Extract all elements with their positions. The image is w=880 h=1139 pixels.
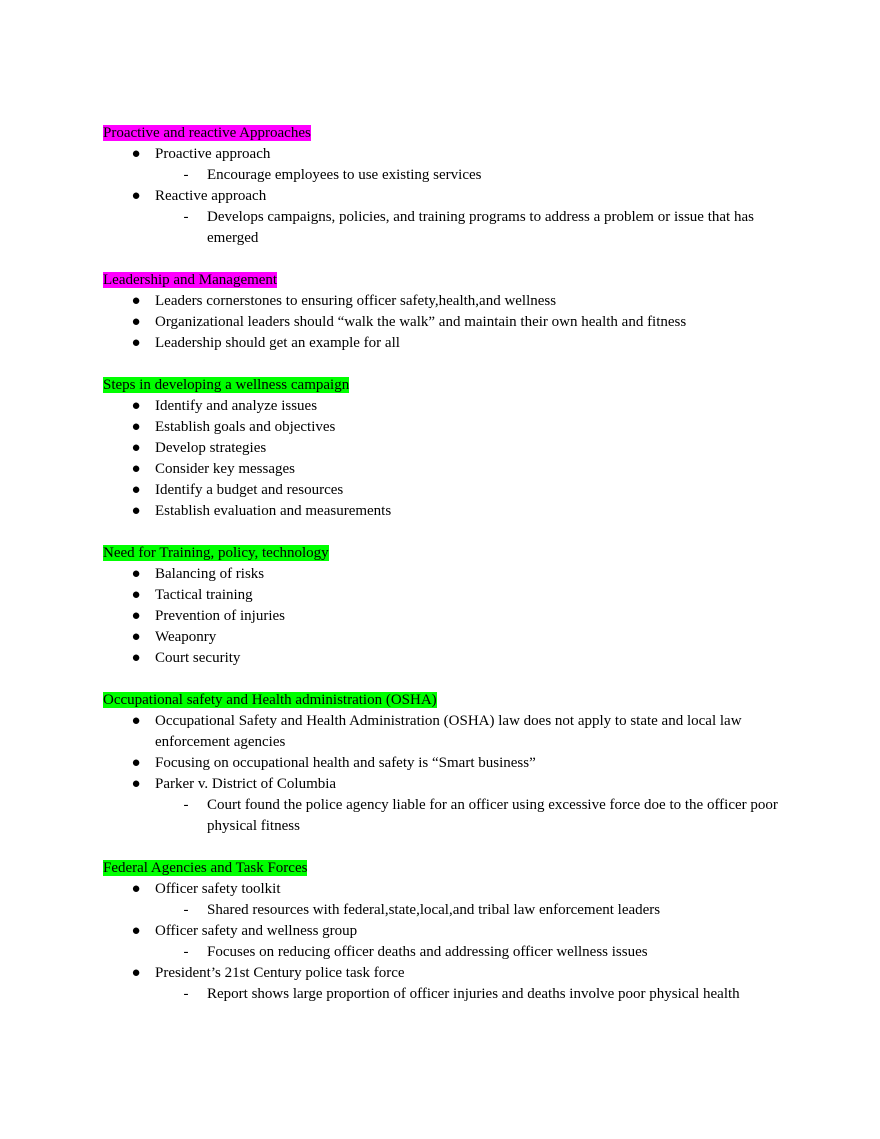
list-item-text: Identify a budget and resources: [155, 482, 344, 498]
sub-list: [155, 207, 793, 249]
list-item-text: Develop strategies: [155, 440, 267, 456]
sub-list-item-text: Encourage employees to use existing services: [207, 167, 482, 183]
sub-list: [155, 165, 793, 186]
section-heading: Steps in developing a wellness campaign: [103, 377, 350, 393]
list-item-text: Identify and analyze issues: [155, 398, 318, 414]
list-item: [131, 606, 793, 627]
dash-icon: -: [183, 797, 189, 813]
bullet-icon: ●: [131, 146, 141, 162]
sub-list-item: [183, 165, 793, 186]
bullet-icon: ●: [131, 587, 141, 603]
bullet-list: [103, 564, 793, 669]
list-item: [131, 627, 793, 648]
list-item: [131, 312, 793, 333]
sub-list-item-text: Court found the police agency liable for an officer using excessive force doe to the officer poor physical fitness: [207, 797, 778, 834]
list-item-text: Establish evaluation and measurements: [155, 503, 392, 519]
sub-list: [155, 795, 793, 837]
bullet-icon: ●: [131, 482, 141, 498]
bullet-icon: ●: [131, 713, 141, 729]
list-item: [131, 711, 793, 753]
list-item: [131, 963, 793, 1005]
dash-icon: -: [183, 944, 189, 960]
bullet-icon: ●: [131, 461, 141, 477]
bullet-icon: ●: [131, 608, 141, 624]
document-page: [103, 123, 793, 1026]
list-item: [131, 564, 793, 585]
list-item: [131, 585, 793, 606]
list-item: [131, 459, 793, 480]
list-item-text: Tactical training: [155, 587, 253, 603]
list-item: [131, 186, 793, 249]
bullet-icon: ●: [131, 923, 141, 939]
bullet-icon: ●: [131, 503, 141, 519]
bullet-icon: ●: [131, 566, 141, 582]
bullet-icon: ●: [131, 419, 141, 435]
bullet-list: [103, 879, 793, 1005]
bullet-icon: ●: [131, 440, 141, 456]
sub-list-item: [183, 900, 793, 921]
bullet-list: [103, 396, 793, 522]
list-item: [131, 501, 793, 522]
list-item: [131, 753, 793, 774]
bullet-icon: ●: [131, 755, 141, 771]
list-item-text: Reactive approach: [155, 188, 267, 204]
section-heading: Need for Training, policy, technology: [103, 545, 329, 561]
sub-list-item-text: Develops campaigns, policies, and training programs to address a problem or issue that has emerged: [207, 209, 754, 246]
bullet-list: [103, 711, 793, 837]
list-item-text: President’s 21st Century police task force: [155, 965, 405, 981]
bullet-icon: ●: [131, 776, 141, 792]
list-item-text: Occupational Safety and Health Administration (OSHA) law does not apply to state and local law enforcement agencies: [155, 713, 742, 750]
section-heading: Proactive and reactive Approaches: [103, 125, 311, 141]
bullet-icon: ●: [131, 314, 141, 330]
list-item-text: Focusing on occupational health and safety is “Smart business”: [155, 755, 536, 771]
bullet-list: [103, 291, 793, 354]
section-federal-agencies: [103, 858, 793, 1005]
bullet-icon: ●: [131, 293, 141, 309]
sub-list-item: [183, 207, 793, 249]
list-item-text: Proactive approach: [155, 146, 271, 162]
list-item: [131, 879, 793, 921]
sub-list-item-text: Shared resources with federal,state,local,and tribal law enforcement leaders: [207, 902, 661, 918]
list-item-text: Leaders cornerstones to ensuring officer safety,health,and wellness: [155, 293, 557, 309]
section-heading: Occupational safety and Health administration (OSHA): [103, 692, 437, 708]
list-item-text: Consider key messages: [155, 461, 295, 477]
bullet-icon: ●: [131, 650, 141, 666]
dash-icon: -: [183, 209, 189, 225]
bullet-icon: ●: [131, 188, 141, 204]
dash-icon: -: [183, 167, 189, 183]
list-item: [131, 291, 793, 312]
section-heading: Federal Agencies and Task Forces: [103, 860, 308, 876]
list-item-text: Leadership should get an example for all: [155, 335, 400, 351]
list-item-text: Parker v. District of Columbia: [155, 776, 337, 792]
list-item-text: Weaponry: [155, 629, 217, 645]
section-proactive-reactive: [103, 123, 793, 249]
list-item-text: Organizational leaders should “walk the walk” and maintain their own health and fitness: [155, 314, 687, 330]
sub-list: [155, 900, 793, 921]
list-item: [131, 774, 793, 837]
list-item: [131, 417, 793, 438]
section-heading: Leadership and Management: [103, 272, 278, 288]
list-item: [131, 438, 793, 459]
bullet-list: [103, 144, 793, 249]
list-item: [131, 144, 793, 186]
sub-list-item: [183, 942, 793, 963]
list-item: [131, 396, 793, 417]
bullet-icon: ●: [131, 629, 141, 645]
list-item-text: Establish goals and objectives: [155, 419, 336, 435]
section-training-policy: [103, 543, 793, 669]
list-item-text: Balancing of risks: [155, 566, 265, 582]
list-item: [131, 921, 793, 963]
sub-list-item-text: Report shows large proportion of officer injuries and deaths involve poor physical health: [207, 986, 740, 1002]
section-leadership: [103, 270, 793, 354]
list-item-text: Officer safety toolkit: [155, 881, 281, 897]
bullet-icon: ●: [131, 965, 141, 981]
sub-list-item-text: Focuses on reducing officer deaths and addressing officer wellness issues: [207, 944, 648, 960]
section-wellness-campaign: [103, 375, 793, 522]
sub-list: [155, 942, 793, 963]
dash-icon: -: [183, 986, 189, 1002]
sub-list-item: [183, 795, 793, 837]
list-item: [131, 480, 793, 501]
bullet-icon: ●: [131, 398, 141, 414]
dash-icon: -: [183, 902, 189, 918]
list-item-text: Officer safety and wellness group: [155, 923, 358, 939]
list-item: [131, 333, 793, 354]
list-item-text: Prevention of injuries: [155, 608, 285, 624]
bullet-icon: ●: [131, 335, 141, 351]
sub-list-item: [183, 984, 793, 1005]
list-item-text: Court security: [155, 650, 241, 666]
bullet-icon: ●: [131, 881, 141, 897]
section-osha: [103, 690, 793, 837]
list-item: [131, 648, 793, 669]
sub-list: [155, 984, 793, 1005]
